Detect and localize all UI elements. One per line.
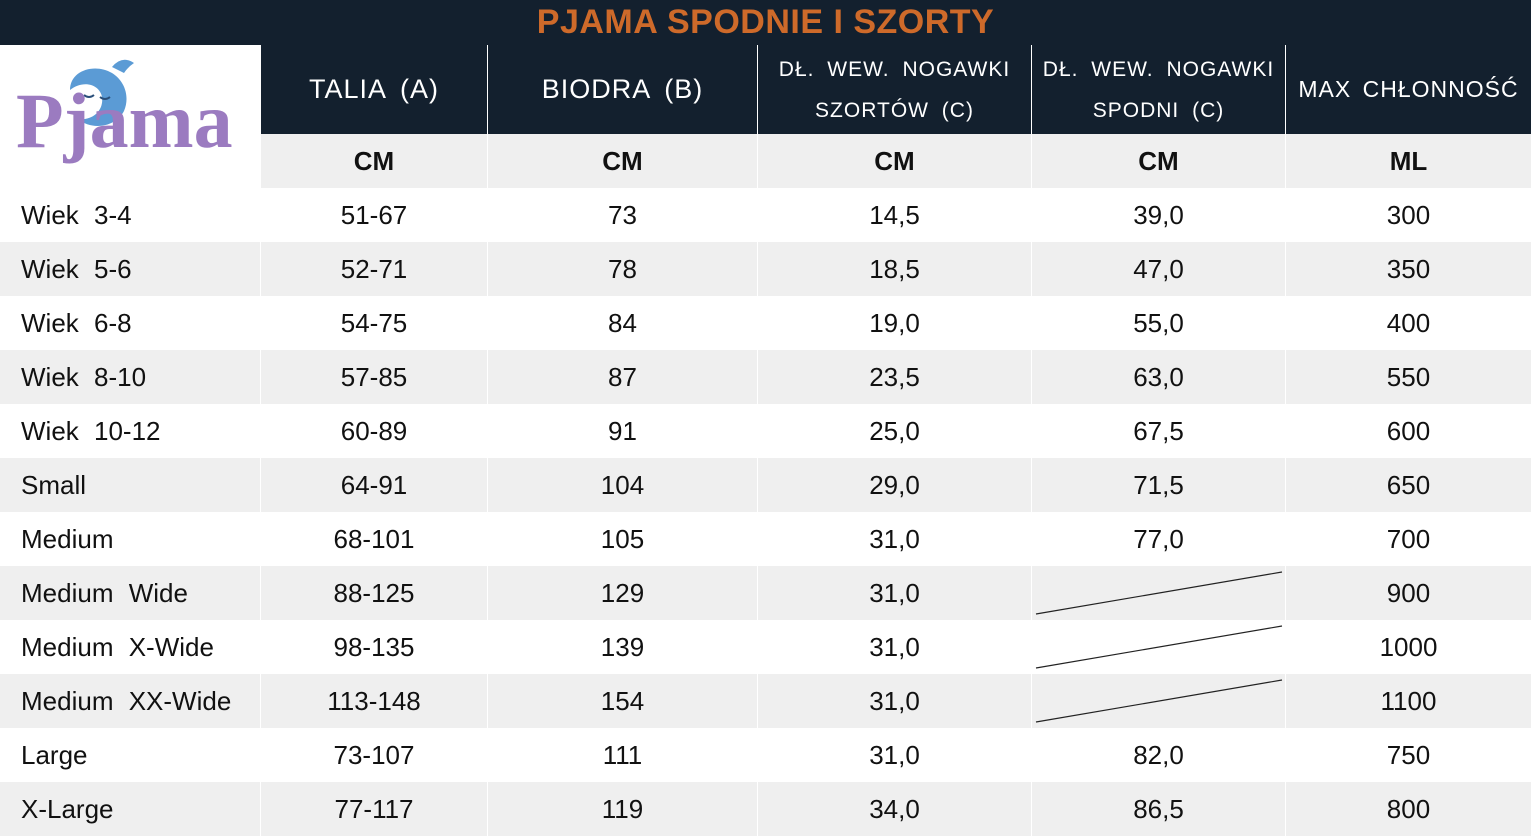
- table-row: [0, 620, 1531, 674]
- header-szorty-length: [757, 45, 1031, 134]
- table-cell: 77-117: [260, 782, 487, 836]
- row-label: Medium XX-Wide: [21, 685, 232, 716]
- table-cell: 31,0: [757, 566, 1031, 620]
- table-row: [0, 566, 1531, 620]
- table-cell: 105: [487, 512, 757, 566]
- table-cell: 31,0: [757, 728, 1031, 782]
- table-row: [0, 782, 1531, 836]
- table-cell: 88-125: [260, 566, 487, 620]
- table-cell: 700: [1285, 512, 1531, 566]
- table-cell: 54-75: [260, 296, 487, 350]
- row-label: Small: [21, 469, 87, 500]
- header-biodra: [487, 45, 757, 134]
- table-row: [0, 350, 1531, 404]
- table-cell: 51-67: [260, 188, 487, 242]
- table-cell: 139: [487, 620, 757, 674]
- header-max-label: MAX CHŁONNOŚĆ: [1298, 76, 1519, 102]
- unit-max: ML: [1285, 134, 1531, 188]
- logo-text: Pjama: [16, 77, 233, 164]
- row-label: Wiek 3-4: [21, 199, 132, 230]
- row-label: Wiek 6-8: [21, 307, 132, 338]
- table-cell: 29,0: [757, 458, 1031, 512]
- header-biodra-label: BIODRA (B): [541, 74, 704, 104]
- table-cell: 104: [487, 458, 757, 512]
- table-cell: 67,5: [1031, 404, 1285, 458]
- table-cell: 86,5: [1031, 782, 1285, 836]
- table-cell: 84: [487, 296, 757, 350]
- table-cell: 73-107: [260, 728, 487, 782]
- table-cell: 350: [1285, 242, 1531, 296]
- table-cell: 600: [1285, 404, 1531, 458]
- unit-biodra: CM: [487, 134, 757, 188]
- row-label: Medium X-Wide: [21, 631, 214, 662]
- unit-spodnie: CM: [1031, 134, 1285, 188]
- table-row: [0, 404, 1531, 458]
- table-cell: 47,0: [1031, 242, 1285, 296]
- table-row: [0, 458, 1531, 512]
- table-row: [0, 728, 1531, 782]
- header-talia-label: TALIA (A): [308, 74, 440, 104]
- row-label: Medium: [21, 523, 114, 554]
- table-row: [0, 674, 1531, 728]
- row-label: Wiek 10-12: [21, 415, 161, 446]
- not-applicable-slash: [1031, 566, 1285, 620]
- table-cell: 55,0: [1031, 296, 1285, 350]
- table-cell: 550: [1285, 350, 1531, 404]
- header-szorty-line1: DŁ. WEW. NOGAWKI: [778, 57, 1011, 81]
- table-cell: 154: [487, 674, 757, 728]
- unit-szorty: CM: [757, 134, 1031, 188]
- table-cell: 68-101: [260, 512, 487, 566]
- table-cell: 31,0: [757, 512, 1031, 566]
- header-talia: [260, 45, 487, 134]
- sleeping-moon-logo-icon: [0, 45, 260, 188]
- table-cell: 77,0: [1031, 512, 1285, 566]
- unit-talia: CM: [260, 134, 487, 188]
- not-applicable-slash: [1031, 674, 1285, 728]
- table-cell: 23,5: [757, 350, 1031, 404]
- header-max-chlonnosc: [1285, 45, 1531, 134]
- table-row: [0, 242, 1531, 296]
- table-cell: 18,5: [757, 242, 1031, 296]
- table-cell: 19,0: [757, 296, 1031, 350]
- header-spodnie-length: [1031, 45, 1285, 134]
- row-label: Wiek 8-10: [21, 361, 147, 392]
- row-label: Wiek 5-6: [21, 253, 132, 284]
- table-cell: 800: [1285, 782, 1531, 836]
- header-spodnie-line2: SPODNI (C): [1092, 98, 1225, 122]
- header-szorty-line2: SZORTÓW (C): [815, 98, 974, 122]
- page-title: PJAMA SPODNIE I SZORTY: [0, 0, 1531, 45]
- table-cell: 1100: [1285, 674, 1531, 728]
- table-row: [0, 188, 1531, 242]
- table-cell: 113-148: [260, 674, 487, 728]
- table-cell: 25,0: [757, 404, 1031, 458]
- table-cell: 57-85: [260, 350, 487, 404]
- table-cell: 900: [1285, 566, 1531, 620]
- table-cell: 34,0: [757, 782, 1031, 836]
- table-cell: 63,0: [1031, 350, 1285, 404]
- not-applicable-slash: [1031, 620, 1285, 674]
- table-cell: 14,5: [757, 188, 1031, 242]
- table-cell: 73: [487, 188, 757, 242]
- table-cell: 129: [487, 566, 757, 620]
- table-cell: 78: [487, 242, 757, 296]
- table-row: [0, 296, 1531, 350]
- table-cell: 64-91: [260, 458, 487, 512]
- table-cell: 98-135: [260, 620, 487, 674]
- table-cell: 750: [1285, 728, 1531, 782]
- table-cell: 60-89: [260, 404, 487, 458]
- table-cell: 1000: [1285, 620, 1531, 674]
- table-cell: 119: [487, 782, 757, 836]
- row-label: X-Large: [21, 793, 114, 824]
- table-cell: 91: [487, 404, 757, 458]
- table-cell: 650: [1285, 458, 1531, 512]
- table-cell: 39,0: [1031, 188, 1285, 242]
- table-cell: 31,0: [757, 620, 1031, 674]
- header-spodnie-line1: DŁ. WEW. NOGAWKI: [1042, 57, 1275, 81]
- table-cell: 71,5: [1031, 458, 1285, 512]
- table-cell: 82,0: [1031, 728, 1285, 782]
- table-cell: 52-71: [260, 242, 487, 296]
- brand-logo: [0, 45, 260, 188]
- table-cell: 31,0: [757, 674, 1031, 728]
- table-cell: 87: [487, 350, 757, 404]
- table-cell: 111: [487, 728, 757, 782]
- table-cell: 300: [1285, 188, 1531, 242]
- table-cell: 400: [1285, 296, 1531, 350]
- row-label: Medium Wide: [21, 577, 188, 608]
- table-row: [0, 512, 1531, 566]
- row-label: Large: [21, 739, 88, 770]
